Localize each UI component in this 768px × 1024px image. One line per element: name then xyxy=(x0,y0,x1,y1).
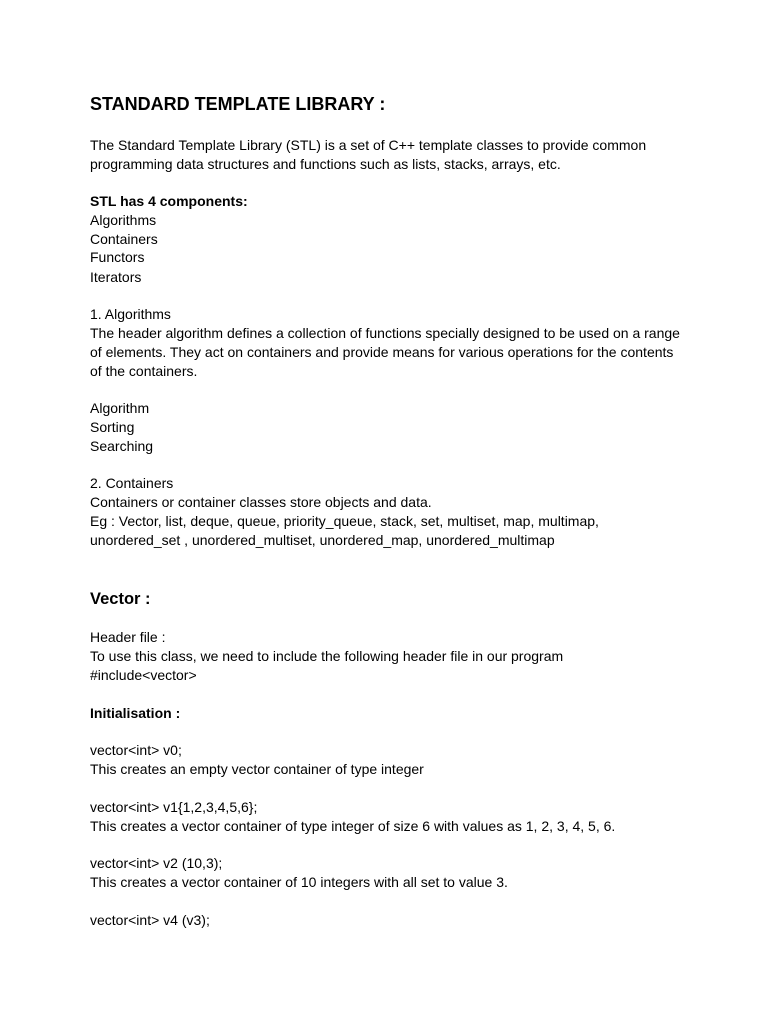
intro-line-1: The Standard Template Library (STL) is a set of C++ template classes to provide common xyxy=(90,137,647,153)
algorithms-heading: 1. Algorithms xyxy=(90,306,171,322)
vector-header-file-label: Header file : xyxy=(90,629,166,645)
containers-eg-line-1: Eg : Vector, list, deque, queue, priority_queue, stack, set, multiset, map, multimap, xyxy=(90,513,599,529)
example-desc-v1: This creates a vector container of type integer of size 6 with values as 1, 2, 3, 4, 5, 6. xyxy=(90,818,616,834)
intro-line-2: programming data structures and functions such as lists, stacks, arrays, etc. xyxy=(90,156,561,172)
vector-heading: Vector : xyxy=(90,590,151,608)
containers-desc: Containers or container classes store objects and data. xyxy=(90,494,432,510)
component-item-containers: Containers xyxy=(90,231,158,247)
component-item-iterators: Iterators xyxy=(90,269,142,285)
example-desc-v0: This creates an empty vector container of type integer xyxy=(90,761,424,777)
initialisation-heading: Initialisation : xyxy=(90,705,181,721)
algorithms-desc-line-1: The header algorithm defines a collection of functions specially designed to be used on a range xyxy=(90,325,680,341)
example-code-v2: vector<int> v2 (10,3); xyxy=(90,855,223,871)
algorithms-desc-line-3: of the containers. xyxy=(90,363,198,379)
example-desc-v2: This creates a vector container of 10 integers with all set to value 3. xyxy=(90,874,508,890)
example-code-v0: vector<int> v0; xyxy=(90,742,182,758)
algorithms-item-sorting: Sorting xyxy=(90,419,135,435)
component-item-algorithms: Algorithms xyxy=(90,212,157,228)
containers-eg-line-2: unordered_set , unordered_multiset, unordered_map, unordered_multimap xyxy=(90,532,555,548)
containers-heading: 2. Containers xyxy=(90,475,174,491)
page-title: STANDARD TEMPLATE LIBRARY : xyxy=(90,94,386,114)
algorithms-item-searching: Searching xyxy=(90,438,154,454)
example-code-v1: vector<int> v1{1,2,3,4,5,6}; xyxy=(90,799,258,815)
example-code-v4: vector<int> v4 (v3); xyxy=(90,912,210,928)
component-item-functors: Functors xyxy=(90,249,145,265)
algorithms-item-algorithm: Algorithm xyxy=(90,400,150,416)
components-heading: STL has 4 components: xyxy=(90,193,248,209)
vector-include-desc: To use this class, we need to include the following header file in our program xyxy=(90,648,564,664)
vector-include-code: #include<vector> xyxy=(90,667,197,683)
algorithms-desc-line-2: of elements. They act on containers and provide means for various operations for the contents xyxy=(90,344,674,360)
